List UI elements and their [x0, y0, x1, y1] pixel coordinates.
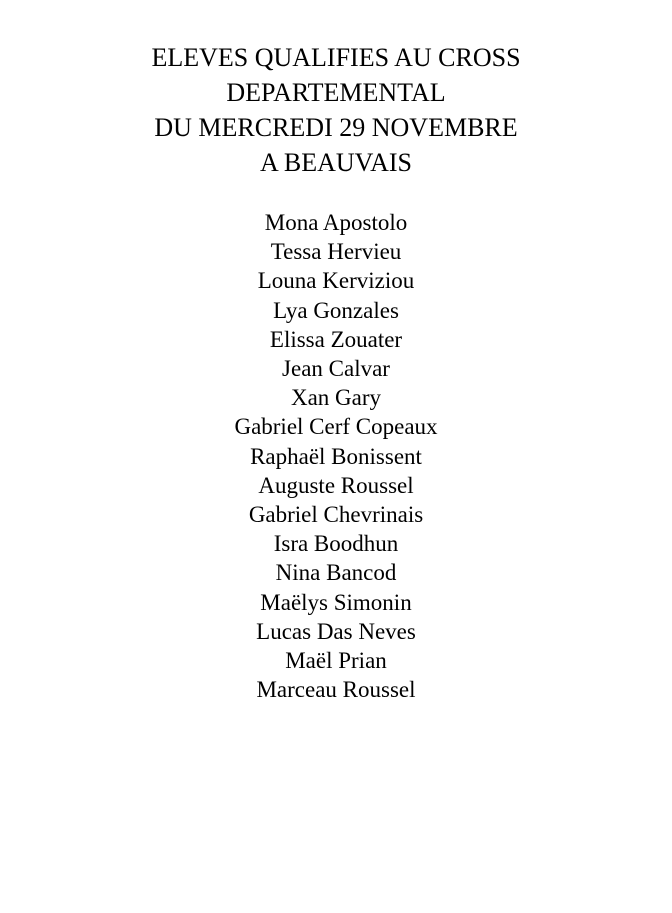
page-title	[0, 40, 672, 180]
title-line-4: A BEAUVAIS	[260, 148, 412, 177]
list-item: Gabriel Chevrinais	[248, 502, 424, 528]
list-item: Lucas Das Neves	[256, 618, 416, 644]
title-line-1: ELEVES QUALIFIES AU CROSS	[151, 43, 521, 72]
list-item: Jean Calvar	[282, 356, 390, 382]
list-item: Xan Gary	[290, 385, 382, 411]
list-item: Auguste Roussel	[258, 472, 414, 498]
list-item: Mona Apostolo	[264, 210, 408, 235]
list-item: Gabriel Cerf Copeaux	[234, 414, 438, 440]
list-item: Nina Bancod	[275, 560, 397, 586]
list-item: Maëlys Simonin	[260, 589, 412, 615]
qualified-students-list	[0, 208, 672, 704]
list-item: Isra Boodhun	[273, 531, 399, 557]
title-line-2: DEPARTEMENTAL	[226, 78, 446, 107]
list-item: Maël Prian	[285, 648, 387, 674]
list-item: Tessa Hervieu	[270, 239, 402, 265]
list-item: Raphaël Bonissent	[250, 443, 422, 469]
list-item: Lya Gonzales	[273, 297, 399, 323]
list-item: Louna Kerviziou	[257, 268, 415, 294]
list-item: Marceau Roussel	[256, 677, 416, 703]
list-item: Elissa Zouater	[269, 326, 403, 352]
title-line-3: DU MERCREDI 29 NOVEMBRE	[154, 113, 518, 142]
